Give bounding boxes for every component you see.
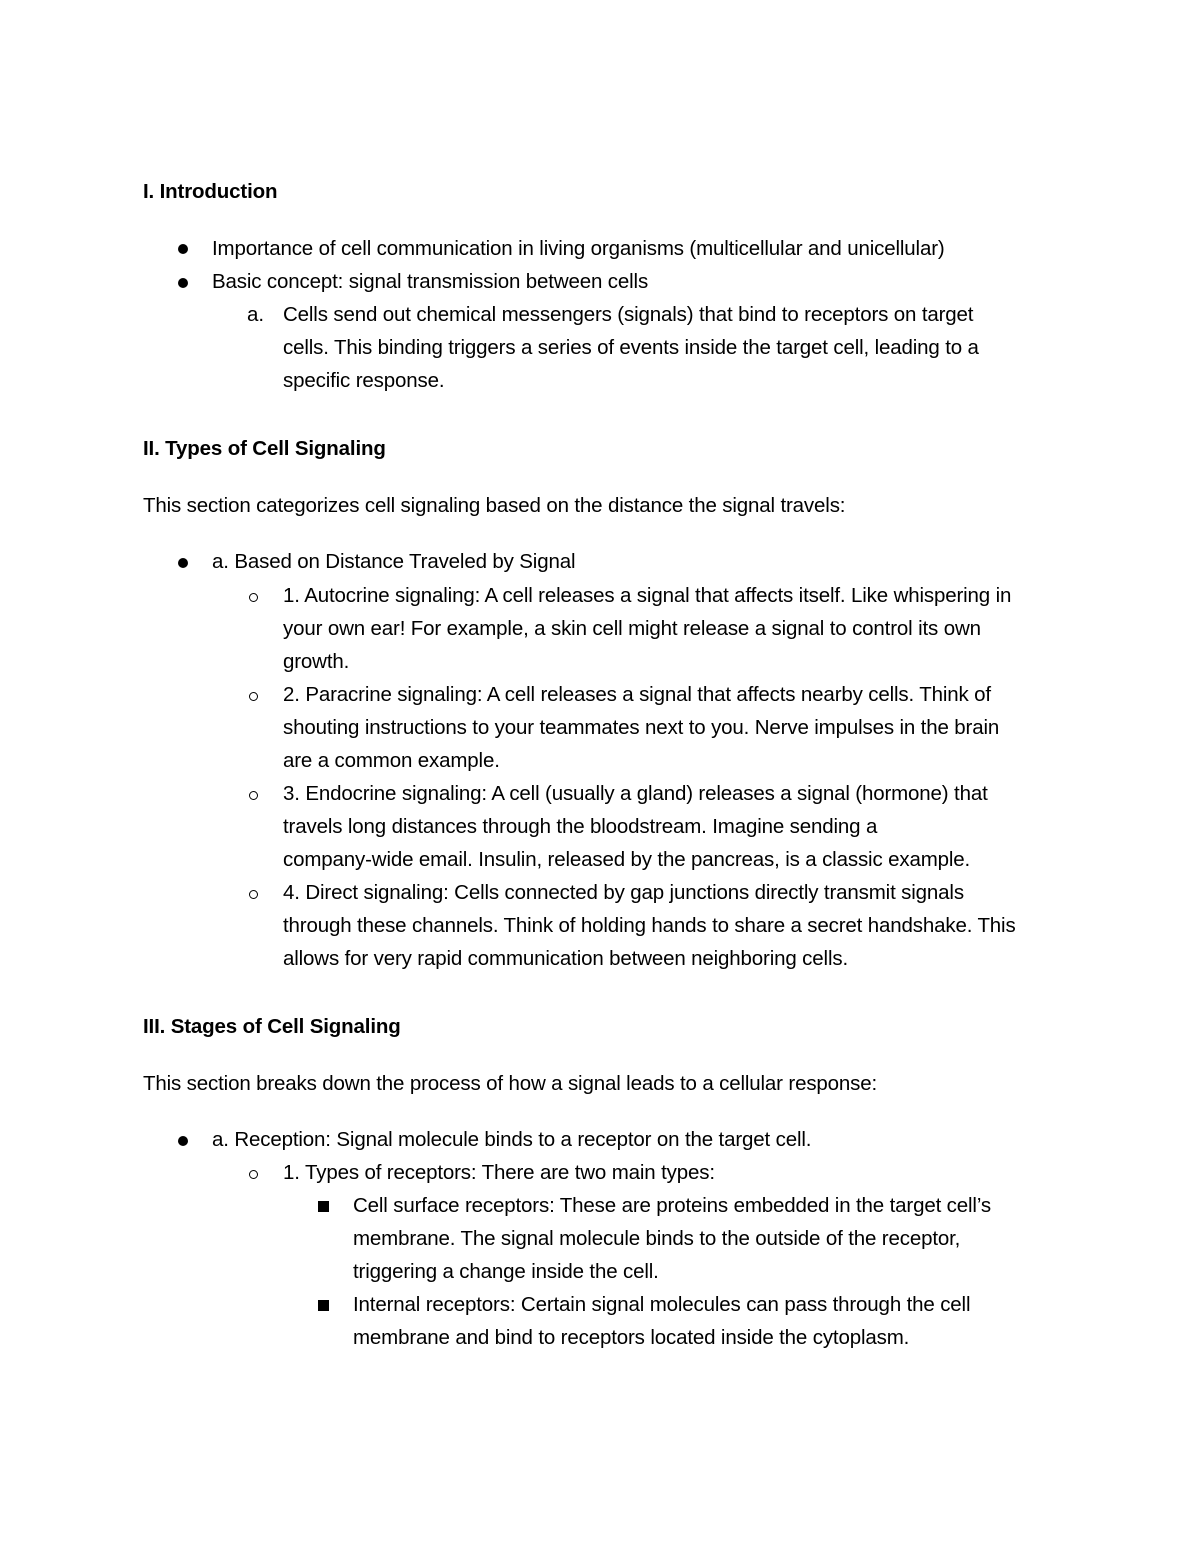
section-heading-introduction: I. Introduction — [143, 180, 278, 203]
list-item-line: 2. Paracrine signaling: A cell releases a signal that affects nearby cells. Think of — [283, 683, 991, 706]
paragraph: This section breaks down the process of how a signal leads to a cellular response: — [143, 1072, 878, 1095]
disc-bullet-icon — [178, 558, 188, 568]
list-item-line: are a common example. — [283, 749, 500, 772]
list-item: a. Based on Distance Traveled by Signal — [212, 550, 576, 573]
square-bullet-icon — [318, 1201, 329, 1212]
list-item-line: through these channels. Think of holding hands to share a secret handshake. This — [283, 914, 1016, 937]
list-item-line: company-wide email. Insulin, released by the pancreas, is a classic example. — [283, 848, 971, 871]
circle-bullet-icon — [249, 890, 258, 899]
list-item: a. Reception: Signal molecule binds to a receptor on the target cell. — [212, 1128, 812, 1151]
list-item-line: cells. This binding triggers a series of events inside the target cell, leading to a — [283, 336, 979, 359]
circle-bullet-icon — [249, 791, 258, 800]
list-item-line: allows for very rapid communication between neighboring cells. — [283, 947, 848, 970]
paragraph: This section categorizes cell signaling based on the distance the signal travels: — [143, 494, 846, 517]
list-item-line: 3. Endocrine signaling: A cell (usually a gland) releases a signal (hormone) that — [283, 782, 988, 805]
list-marker: a. — [247, 303, 265, 326]
square-bullet-icon — [318, 1300, 329, 1311]
list-item-line: 1. Autocrine signaling: A cell releases a signal that affects itself. Like whispering in — [283, 584, 1012, 607]
circle-bullet-icon — [249, 593, 258, 602]
list-item-line: growth. — [283, 650, 350, 673]
circle-bullet-icon — [249, 1170, 258, 1179]
list-item-line: Internal receptors: Certain signal molecules can pass through the cell — [353, 1293, 971, 1316]
disc-bullet-icon — [178, 244, 188, 254]
list-item-line: triggering a change inside the cell. — [353, 1260, 659, 1283]
disc-bullet-icon — [178, 278, 188, 288]
list-item-line: membrane. The signal molecule binds to the outside of the receptor, — [353, 1227, 961, 1250]
list-item-line: 4. Direct signaling: Cells connected by gap junctions directly transmit signals — [283, 881, 964, 904]
section-heading-stages: III. Stages of Cell Signaling — [143, 1015, 401, 1038]
list-item: Importance of cell communication in living organisms (multicellular and unicellular) — [212, 237, 945, 260]
list-item-line: shouting instructions to your teammates next to you. Nerve impulses in the brain — [283, 716, 1000, 739]
list-item-line: membrane and bind to receptors located inside the cytoplasm. — [353, 1326, 910, 1349]
list-item-line: travels long distances through the bloodstream. Imagine sending a — [283, 815, 878, 838]
list-item: 1. Types of receptors: There are two main types: — [283, 1161, 715, 1184]
circle-bullet-icon — [249, 692, 258, 701]
section-heading-types: II. Types of Cell Signaling — [143, 437, 386, 460]
list-item-line: Cells send out chemical messengers (signals) that bind to receptors on target — [283, 303, 974, 326]
disc-bullet-icon — [178, 1136, 188, 1146]
list-item-line: Cell surface receptors: These are proteins embedded in the target cell’s — [353, 1194, 991, 1217]
list-item: Basic concept: signal transmission between cells — [212, 270, 649, 293]
list-item-line: your own ear! For example, a skin cell might release a signal to control its own — [283, 617, 981, 640]
list-item-line: specific response. — [283, 369, 445, 392]
